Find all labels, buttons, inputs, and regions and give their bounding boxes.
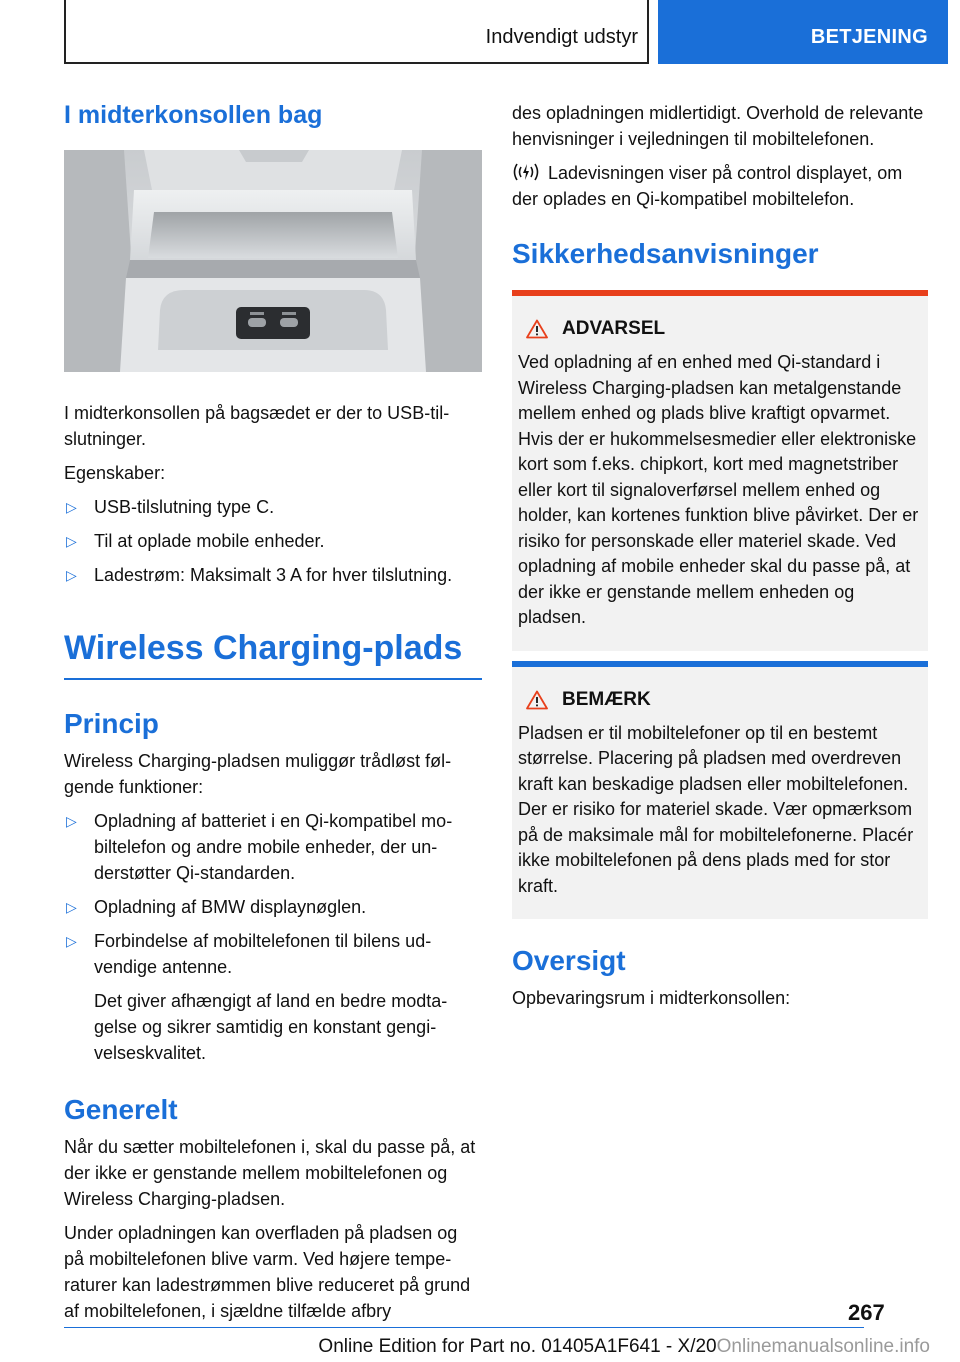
footer-edition: Online Edition for Part no. 01405A1F641 - X/20Onlinemanualsonline.info <box>318 1336 930 1357</box>
safety-heading: Sikkerhedsanvisninger <box>512 238 819 269</box>
list-item: ▷ USB-tilslutning type C. <box>64 494 482 520</box>
principle-sub-text: Det giver afhængigt af land en bedre modtagelse og sikrer samtidig en konstant gengivelseskvalitet. <box>94 991 448 1063</box>
principle-heading: Princip <box>64 708 159 739</box>
bullet-triangle-icon: ▷ <box>66 533 77 549</box>
page-number: 267 <box>848 1300 885 1325</box>
principle-text: Wireless Charging-pladsen muliggør trådløst følgende funktioner: <box>64 751 452 797</box>
properties-label: Egenskaber: <box>64 463 166 483</box>
note-text: Pladsen er til mobiltelefoner op til en bestemt størrelse. Placering på pladsen med overdreven kraft kan beskadige pladsen eller mobiltelefonen. Der er risiko for materiel skade. Vær opmærksom på de maksimale mål for mobiltelefonerne. Placér ikke mobiltelefonen på dens plads med for stor kraft. <box>518 722 914 896</box>
rear-console-heading: I midterkonsollen bag <box>64 101 323 129</box>
overview-heading: Oversigt <box>512 945 626 976</box>
warning-triangle-icon <box>526 319 548 339</box>
charge-indicator-text: Ladevisningen viser på control displayet, om der oplades en Qi-kompatibel mobiltelefon. <box>512 163 903 209</box>
rear-console-usb-photo <box>64 150 482 372</box>
right-column <box>512 100 928 1019</box>
warning-triangle-icon <box>526 690 548 710</box>
overview-text: Opbevaringsrum i midterkonsollen: <box>512 988 791 1008</box>
warning-box <box>512 290 928 651</box>
bullet-triangle-icon: ▷ <box>66 899 77 915</box>
list-item: ▷ Ladestrøm: Maksimalt 3 A for hver tilslutning. <box>64 562 482 588</box>
note-title-row <box>518 687 922 713</box>
warning-text: Ved opladning af en enhed med Qi-standard i Wireless Charging-pladsen kan metalgenstande mellem enhed og plads blive kraftigt opvarmet. Hvis der er hukommelsesmedier eller elektroniske kort som f.eks. chipkort, kort med magnetstriber eller kort til signaloverførsel mellem enhed og holder, kan kortenes funktion blive påvirket. Der er risiko for personskade eller materiel skade. Ved opladning af mobile enheder skal du passe på, at der ikke er genstande mellem enheden og pladsen. <box>518 352 919 627</box>
principle-list <box>64 808 482 980</box>
header-chapter-title: BETJENING <box>810 26 928 48</box>
wireless-charging-icon <box>512 161 540 183</box>
note-title: BEMÆRK <box>562 688 651 710</box>
general-heading: Generelt <box>64 1094 178 1125</box>
note-bar <box>512 661 928 667</box>
general-paragraph-2: Under opladningen kan overfladen på pladsen og på mobiltelefonen blive varm. Ved højere temperaturer kan ladestrømmen blive reduceret på grund af mobiltelefonen, i sjældne tilfælde afbry <box>64 1223 471 1321</box>
bullet-triangle-icon: ▷ <box>66 933 77 949</box>
continued-text: des opladningen midlertidigt. Overhold de relevante henvisninger i vejledningen til mobiltelefonen. <box>512 103 924 149</box>
general-paragraph-1: Når du sætter mobiltelefonen i, skal du passe på, at der ikke er genstande mellem mobiltelefonen og Wireless Charging-pladsen. <box>64 1137 476 1209</box>
footer-watermark: Onlinemanualsonline.info <box>716 1336 930 1357</box>
list-item: ▷ Forbindelse af mobiltelefonen til bilens udvendige antenne. <box>64 928 482 980</box>
warning-title-row <box>518 316 922 342</box>
bullet-triangle-icon: ▷ <box>66 813 77 829</box>
warning-title: ADVARSEL <box>562 318 666 339</box>
list-item: ▷ Opladning af BMW displaynøglen. <box>64 894 482 920</box>
properties-list <box>64 494 482 588</box>
list-item: ▷ Til at oplade mobile enheder. <box>64 528 482 554</box>
note-box <box>512 661 928 920</box>
bullet-triangle-icon: ▷ <box>66 567 77 583</box>
footer-divider <box>64 1327 864 1328</box>
warning-bar <box>512 290 928 296</box>
bullet-triangle-icon: ▷ <box>66 499 77 515</box>
list-item: ▷ Opladning af batteriet i en Qi-kompatibel mobiltelefon og andre mobile enheder, der understøtter Qi-standarden. <box>64 808 482 886</box>
rear-console-text: I midterkonsollen på bagsædet er der to USB-tilslutninger. <box>64 403 450 449</box>
header-section-title: Indvendigt udstyr <box>485 26 638 48</box>
wireless-charging-heading: Wireless Charging-plads <box>64 628 482 680</box>
left-column <box>64 100 482 1332</box>
